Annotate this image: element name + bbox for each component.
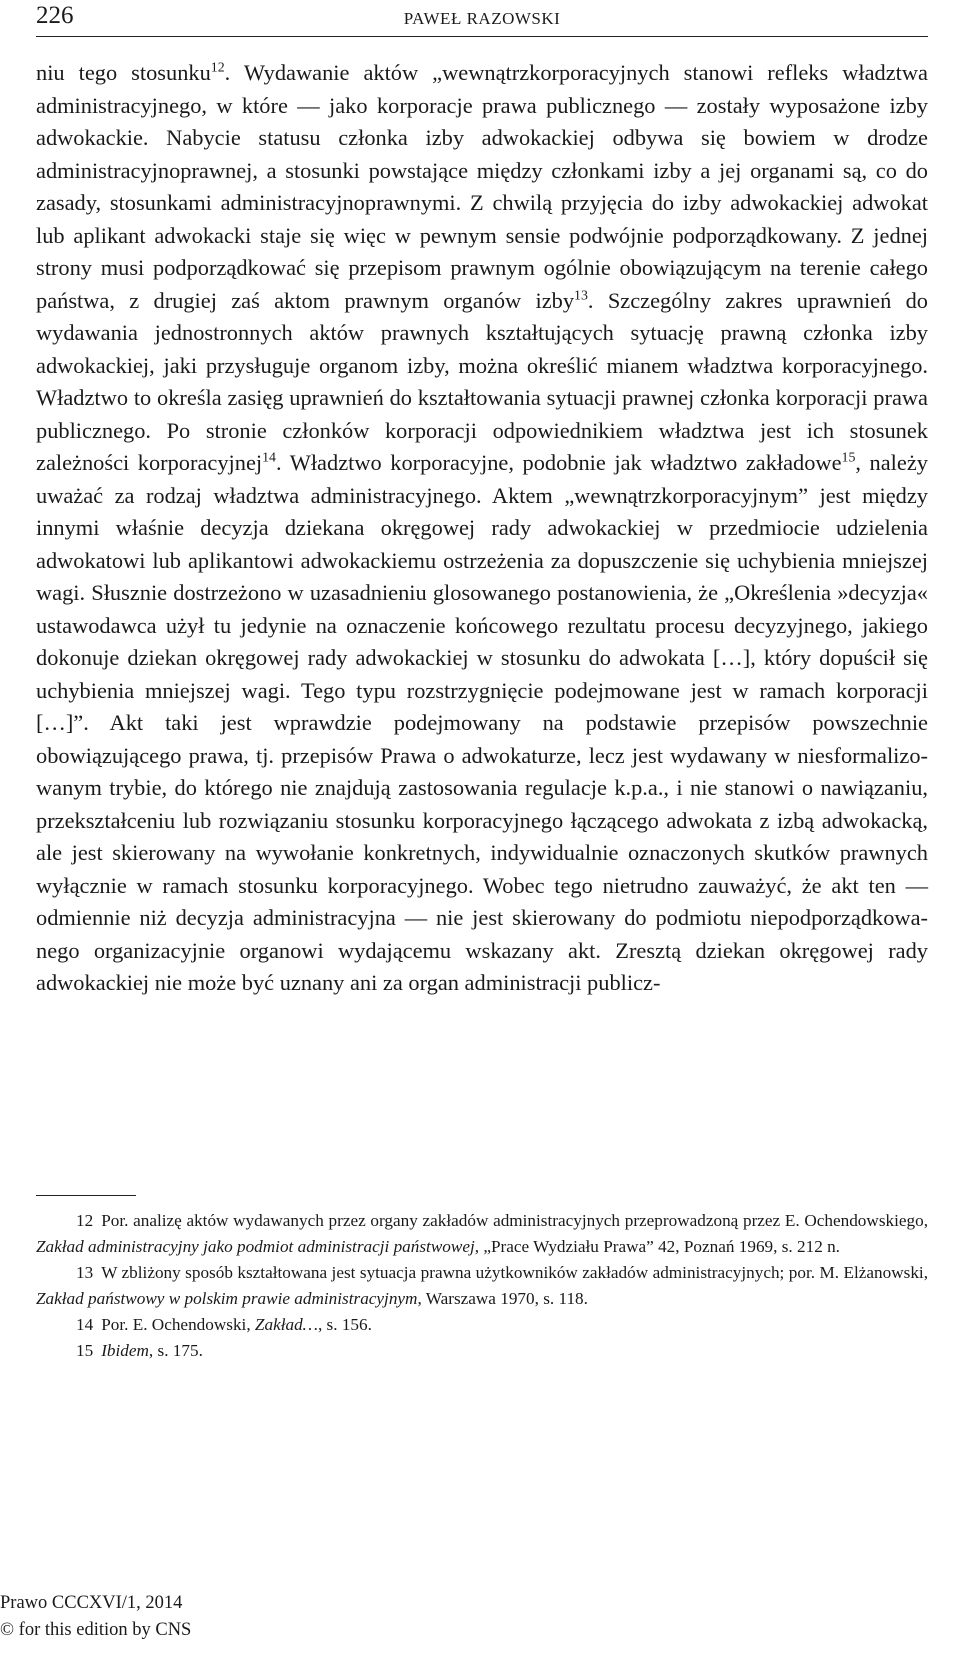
document-page [36,0,928,1665]
body-text-segment: niu tego stosunku [36,60,211,85]
footnote-text: , „Prace Wydziału Prawa” 42, Poznań 1969, s. 212 n. [474,1237,840,1256]
footnote-text: Por. analizę aktów wydawanych przez organy zakładów administracyjnych przeprowadzoną przez E. Ochendowskiego, [101,1211,928,1230]
footnote-15 [36,1338,928,1364]
footnote-14 [36,1312,928,1338]
footnote-ref-14: 14 [262,450,276,466]
footnote-12 [36,1208,928,1260]
body-text-segment: , należy uważać za rodzaj władztwa administracyjnego. Aktem „wewnątrzkorporacyjnym” jest między innymi właśnie decyzja dziekana okręgowej rady adwokackiej w przedmiocie udzielenia adwokatowi lub aplikantowi adwokackiemu ostrzeżenia za dopuszczenie się uchybienia mniejszej wagi. Słusznie dostrzeżono w uzasadnieniu glosowanego postanowienia, że „Określenia »decyzja« ustawodawca użył tu jedynie na oznaczenie końcowego rezultatu procesu decyzyjnego, jakiego dokonuje dziekan okręgowej rady adwokackiej w stosunku do adwokata […], który dopuścił się uchybienia mniejszej wagi. Tego typu rozstrzygnięcie podejmowane jest w ramach korporacji […]”. Akt taki jest wprawdzie podejmowany na podstawie przepisów powszechnie obowiązującego prawa, tj. przepisów Prawa o adwokaturze, lecz jest wydawany w niesformalizowanym trybie, do którego nie znajdują zastosowania regulacje k.p.a., i nie stanowi o nawiązaniu, przekształceniu lub rozwiązaniu stosunku korporacyjnego łączącego adwokata z izbą adwokacką, ale jest skierowany na wywołanie konkretnych, indywidualnie oznaczonych skutków prawnych wyłącznie w ramach stosunku korporacyjnego. Wobec tego nietrudno zauważyć, że akt ten — odmiennie niż decyzja administracyjna — nie jest skierowany do podmiotu niepodporządkowanego organizacyjnie organowi wydającemu wskazany akt. Zresztą dziekan okręgowej rady adwokackiej nie może być uznany ani za organ administracji publicz- [36,450,928,995]
footnote-separator [36,1195,136,1196]
footnote-title: Zakład… [254,1315,318,1334]
copyright-notice: © for this edition by CNS [0,1620,192,1640]
footnote-text: , s. 175. [148,1341,203,1360]
footnote-ref-12: 12 [210,60,225,76]
footnote-number: 12 [76,1211,94,1230]
body-text-segment: . Władztwo korporacyjne, podobnie jak władztwo zakładowe [275,450,842,475]
footnote-13 [36,1260,928,1312]
journal-info: Prawo CCCXVI/1, 2014 [0,1593,183,1613]
footnote-text: , s. 156. [317,1315,372,1334]
body-text-segment: . Szczególny zakres uprawnień do wydawania jednostronnych aktów prawnych kształtujących sytuację prawną członka izby adwokackiej, jaki przysługuje organom izby, można określić mianem władztwa korporacyjnego. Władztwo to określa zasięg uprawnień do kształtowania sytuacji prawnej członka korporacji prawa publicznego. Po stronie członków korporacji odpowiednikiem władztwa jest ich stosunek zależności korporacyjnej [36,287,928,475]
page-footer [0,1590,191,1644]
footnotes [36,1208,928,1364]
footnote-title: Zakład administracyjny jako podmiot administracji państwowej [36,1237,475,1256]
footnote-number: 15 [76,1341,94,1360]
footnote-text: W zbliżony sposób kształtowana jest sytuacja prawna użytkowników zakładów administracyjnych; por. M. Elżanowski, [101,1263,928,1282]
footnote-title: Zakład państwowy w polskim prawie administracyjnym [36,1289,418,1308]
page-number: 226 [36,2,74,29]
footnote-number: 13 [76,1263,94,1282]
footnote-number: 14 [76,1315,94,1334]
body-text-segment: . Wydawanie aktów „wewnątrzkorporacyjnych stanowi refleks władztwa administracyjnego, w które — jako korporacje prawa publicznego — zostały wyposażone izby adwokackie. Nabycie statusu członka izby adwokackiej odbywa się bowiem w drodze administracyjnoprawnej, a stosunki powstające między członkami izby a jej organami są, co do zasady, stosunkami administracyjnoprawnymi. Z chwilą przyjęcia do izby adwokackiej adwokat lub aplikant adwokacki staje się więc w pewnym sensie podwójnie podporządkowany. Z jednej strony musi podporządkować się przepisom prawnym ogólnie obowiązującym na terenie całego państwa, z drugiej zaś aktom prawnym organów izby [36,60,928,313]
footnote-text: , Warszawa 1970, s. 118. [417,1289,588,1308]
footnote-text: Por. E. Ochendowski, [101,1315,255,1334]
body-paragraph [36,57,928,1000]
footnote-ref-13: 13 [574,288,588,304]
footnote-ref-15: 15 [841,450,856,466]
page-header [36,0,928,37]
footnote-title: Ibidem [101,1341,149,1360]
running-head-author: PAWEŁ RAZOWSKI [403,9,561,28]
